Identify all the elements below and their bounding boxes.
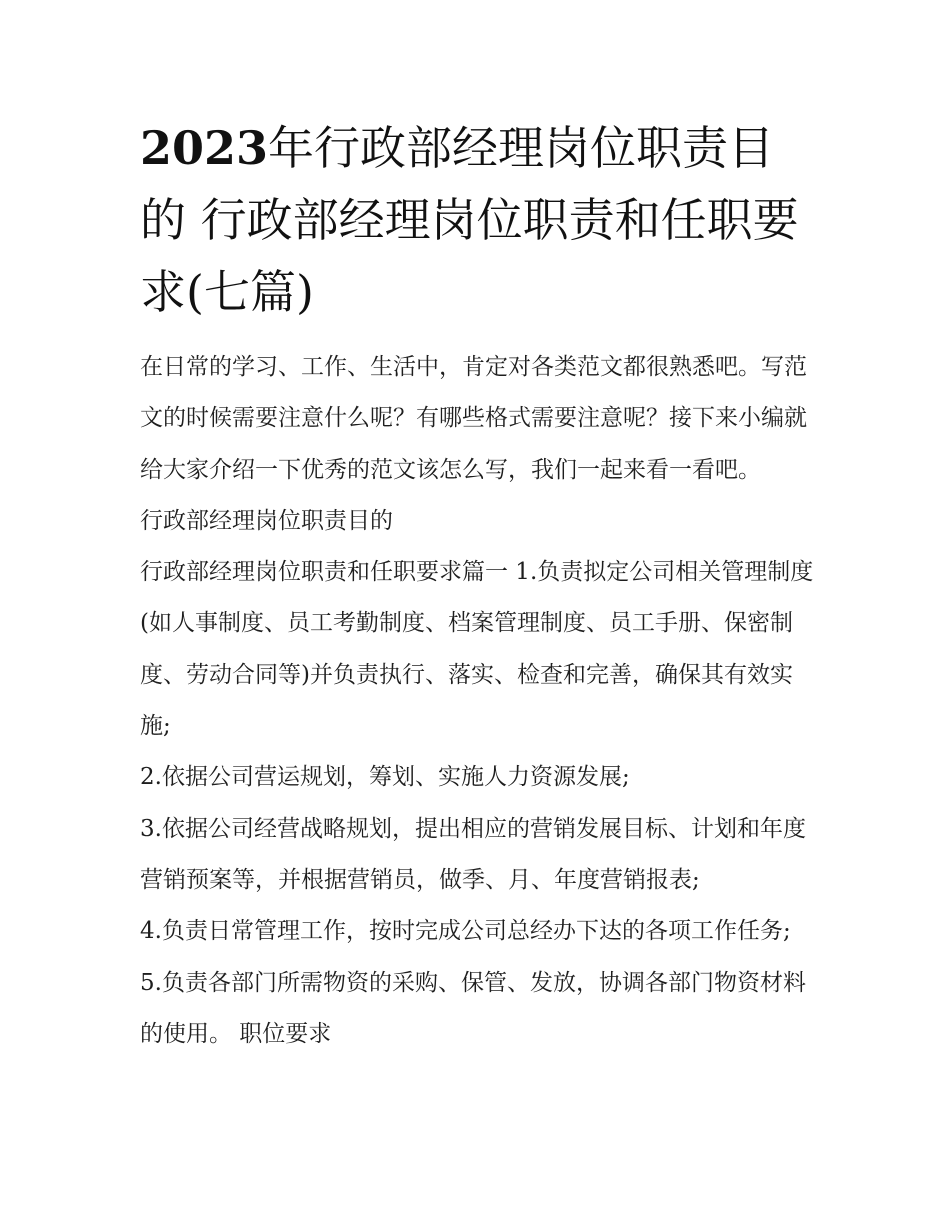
duty-paragraph-3: 3.依据公司经营战略规划，提出相应的营销发展目标、计划和年度营销预案等，并根据营销员，做季、月、年度营销报表; [140, 815, 806, 893]
duty-paragraph-4: 4.负责日常管理工作，按时完成公司总经办下达的各项工作任务; 5.负责各部门所需物资的采购、保管、发放，协调各部门物资材料的使用。 职位要求 [140, 918, 806, 1047]
document-body [140, 112, 815, 1060]
section-heading: 行政部经理岗位职责目的 [140, 507, 393, 534]
title-year: 2023 [140, 121, 269, 175]
intro-paragraph: 在日常的学习、工作、生活中，肯定对各类范文都很熟悉吧。写范文的时候需要注意什么呢？有哪些格式需要注意呢？接下来小编就给大家介绍一下优秀的范文该怎么写，我们一起来看一看吧。 [140, 354, 807, 483]
duty-paragraph-1: 行政部经理岗位职责和任职要求篇一 1.负责拟定公司相关管理制度(如人事制度、员工考勤制度、档案管理制度、员工手册、保密制度、劳动合同等)并负责执行、落实、检查和完善，确保其有效实施; [140, 559, 814, 740]
title-text: 年行政部经理岗位职责目的 行政部经理岗位职责和任职要求(七篇) [140, 121, 799, 319]
document-title [140, 112, 815, 328]
duty-paragraph-2: 2.依据公司营运规划，筹划、实施人力资源发展; [140, 764, 630, 791]
